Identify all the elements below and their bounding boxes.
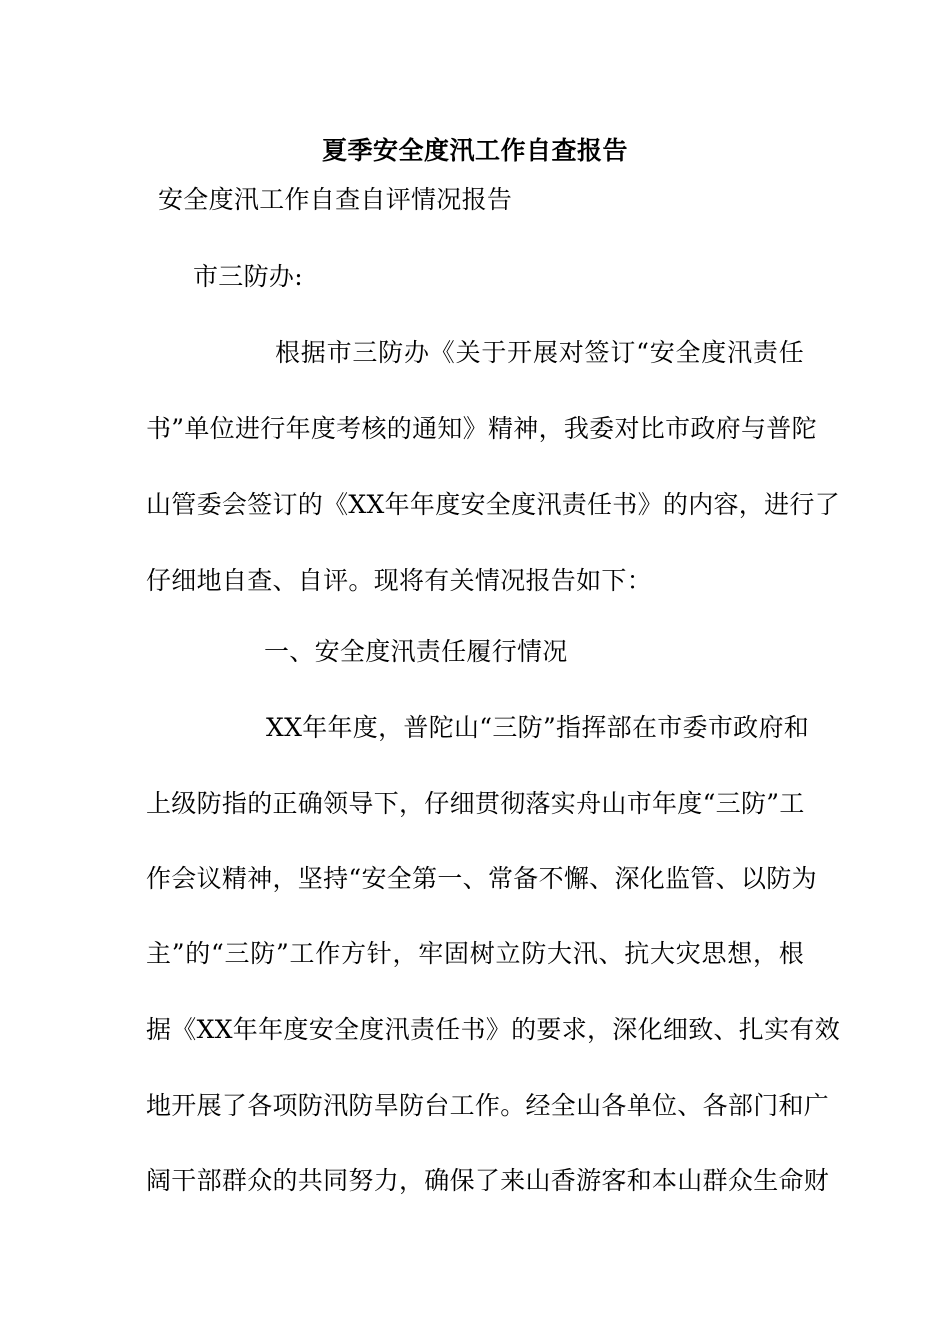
document-subtitle: 安全度汛工作自查自评情况报告: [158, 185, 513, 214]
salutation: 市三防办:: [193, 262, 303, 291]
body-line-7: 作会议精神，坚持“安全第一、常备不懈、深化监管、以防为: [146, 864, 817, 893]
body-line-3: 山管委会签订的《XX年年度安全度汛责任书》的内容，进行了: [146, 490, 840, 519]
body-line-5: XX年年度，普陀山“三防”指挥部在市委市政府和: [266, 713, 810, 742]
body-line-8: 主”的“三防”工作方针，牢固树立防大汛、抗大灾思想，根: [146, 939, 804, 968]
body-line-4: 仔细地自查、自评。现将有关情况报告如下：: [146, 566, 653, 595]
body-line-6: 上级防指的正确领导下，仔细贯彻落实舟山市年度“三防”工: [146, 789, 805, 818]
document-title: 夏季安全度汛工作自查报告: [321, 136, 628, 165]
body-line-1: 根据市三防办《关于开展对签订“安全度汛责任: [275, 338, 804, 367]
section-heading-1: 一、安全度汛责任履行情况: [264, 637, 568, 666]
body-line-2: 书”单位进行年度考核的通知》精神，我委对比市政府与普陀: [146, 414, 817, 443]
body-line-10: 地开展了各项防汛防旱防台工作。经全山各单位、各部门和广: [146, 1091, 830, 1120]
body-line-11: 阔干部群众的共同努力，确保了来山香游客和本山群众生命财: [146, 1166, 830, 1195]
body-line-9: 据《XX年年度安全度汛责任书》的要求，深化细致、扎实有效: [146, 1015, 840, 1044]
